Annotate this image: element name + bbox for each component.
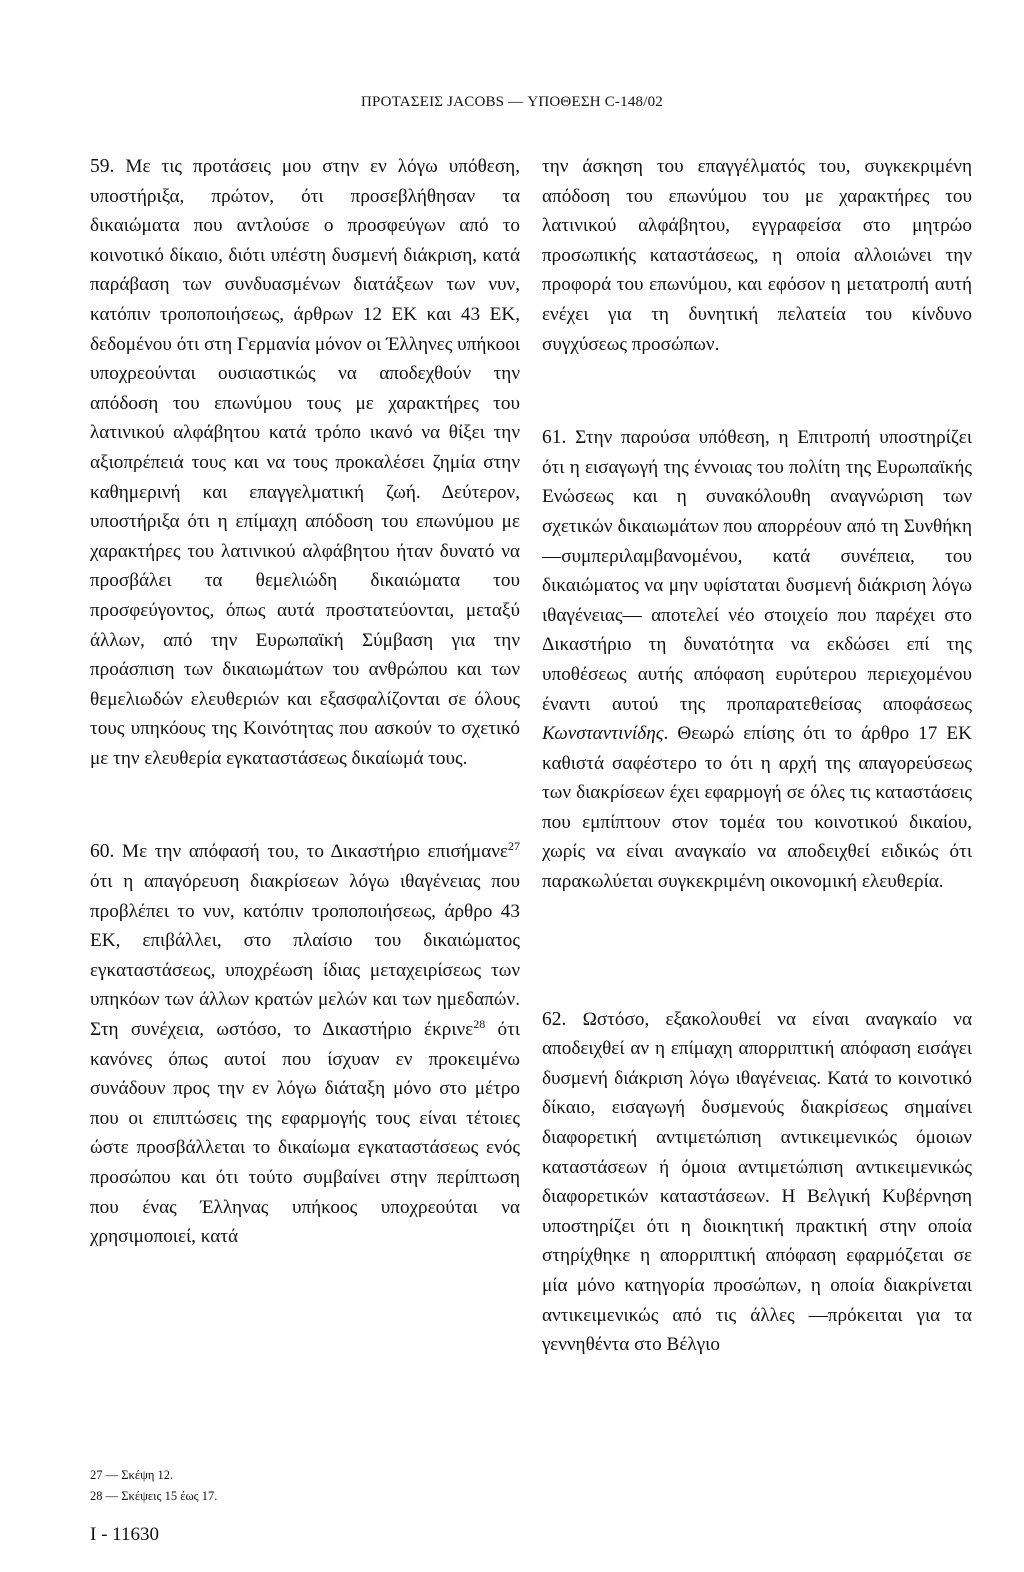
paragraph-text: ότι κανόνες όπως αυτοί που ίσχυαν εν προκειμένω συνάδουν προς την εν λόγω διάταξη μόνο στο μέτρο που οι επιπτώσεις της εφαρμογής τους είναι τέτοιες ώστε προσβάλλεται το δικαίωμα εγκαταστάσεως ενός προσώπου και ότι τούτο συμβαίνει στην περίπτωση που ένας Έλληνας υπήκοος υποχρεούται να χρησιμοποιεί, κατά <box>90 1019 520 1248</box>
paragraph-number: 59. <box>90 156 115 177</box>
paragraph-text: Στην παρούσα υπόθεση, η Επιτροπή υποστηρίζει ότι η εισαγωγή της έννοιας του πολίτη της Ευρωπαϊκής Ενώσεως και η συνακόλουθη αναγνώριση των σχετικών δικαιωμάτων που απορρέουν από τη Συνθήκη —συμπεριλαμβανομένου, κατά συνέπεια, του δικαιώματος να μην υφίσταται δυσμενή διάκριση λόγω ιθαγένειας— αποτελεί νέο στοιχείο που παρέχει στο Δικαστήριο τη δυνατότητα να εκδώσει επί της υποθέσεως αυτής απόφαση ευρύτερου περιεχομένου έναντι αυτού της προπαρατεθείσας αποφάσεως <box>542 427 972 715</box>
paragraph-60 <box>90 837 520 1251</box>
paragraph-62 <box>542 1005 972 1360</box>
paragraph-text: Ωστόσο, εξακολουθεί να είναι αναγκαίο να αποδειχθεί αν η επίμαχη απορριπτική απόφαση εισάγει δυσμενή διάκριση λόγω ιθαγένειας. Κατά το κοινοτικό δίκαιο, εισαγωγή δυσμενούς διακρίσεως σημαίνει διαφορετική αντιμετώπιση αντικειμενικώς όμοιων καταστάσεων ή όμοια αντιμετώπιση αντικειμενικώς διαφορετικών καταστάσεων. Η Βελγική Κυβέρνηση υποστηρίζει ότι η διοικητική πρακτική στην οποία στηρίχθηκε η απορριπτική απόφαση εφαρμόζεται σε μία μόνο κατηγορία προσώπων, η οποία διακρίνεται αντικειμενικώς από τις άλλες —πρόκειται για τα γεννηθέντα στο Βέλγιο <box>542 1008 972 1356</box>
footnote-28: 28 — Σκέψεις 15 έως 17. <box>90 1489 218 1503</box>
paragraph-60-continuation: την άσκηση του επαγγέλματός του, συγκεκριμένη απόδοση του επωνύμου του με χαρακτήρες του λατινικού αλφάβητου, εγγραφείσα στο μητρώο προσωπικής καταστάσεως, η οποία αλλοιώνει την προφορά του επωνύμου, και εφόσον η μετατροπή αυτή ενέχει για τη δυνητική πελατεία του κίνδυνο συγχύσεως προσώπων. <box>542 156 972 355</box>
footnote-ref-28[interactable]: 28 <box>473 1017 486 1032</box>
left-column <box>90 152 520 1252</box>
footnote-ref-27[interactable]: 27 <box>508 839 520 854</box>
paragraph-text: . Θεωρώ επίσης ότι το άρθρο 17 ΕΚ καθιστά σαφέστερο το ότι η αρχή της απαγορεύσεως των διακρίσεων έχει εφαρμογή σε όλες τις καταστάσεις που εμπίπτουν στον τομέα του κοινοτικού δικαίου, χωρίς να είναι αναγκαίο να αποδειχθεί ειδικώς ότι παρακωλύεται συγκεκριμένη οικονομική ελευθερία. <box>542 723 972 893</box>
running-header: ΠΡΟΤΑΣΕΙΣ JACOBS — ΥΠΟΘΕΣΗ C-148/02 <box>361 94 663 110</box>
footnote-27: 27 — Σκέψη 12. <box>90 1468 174 1482</box>
right-column <box>542 152 972 1360</box>
paragraph-number: 62. <box>542 1008 567 1030</box>
paragraph-number: 60. <box>90 841 115 863</box>
page-number: I - 11630 <box>90 1524 159 1545</box>
paragraph-text: Με την απόφασή του, το Δικαστήριο επισήμανε <box>122 841 508 863</box>
footnotes <box>90 1465 390 1507</box>
paragraph-59 <box>90 152 520 773</box>
paragraph-61 <box>542 423 972 897</box>
paragraph-text: ότι η απαγόρευση διακρίσεων λόγω ιθαγένειας που προβλέπει το νυν, κατόπιν τροποποιήσεως, άρθρο 43 ΕΚ, επιβάλλει, στο πλαίσιο του δικαιώματος εγκαταστάσεως, υποχρέωση ίδιας μεταχειρίσεως των υπηκόων των άλλων κρατών μελών και των ημεδαπών. Στη συνέχεια, ωστόσο, το Δικαστήριο έκρινε <box>90 871 520 1041</box>
case-name: Κωνσταντινίδης <box>542 723 664 745</box>
paragraph-number: 61. <box>542 427 567 449</box>
paragraph-text: Με τις προτάσεις μου στην εν λόγω υπόθεση, υποστήριξα, πρώτον, ότι προσεβλήθησαν τα δικαιώματα που αντλούσε ο προσφεύγων από το κοινοτικό δίκαιο, διότι υπέστη δυσμενή διάκριση, κατά παράβαση των συνδυασμένων διατάξεων των νυν, κατόπιν τροποποιήσεως, άρθρων 12 ΕΚ και 43 ΕΚ, δεδομένου ότι στη Γερμανία μόνον οι Έλληνες υπήκοοι υποχρεούνται ουσιαστικώς να αποδεχθούν την απόδοση του επωνύμου τους με χαρακτήρες του λατινικού αλφάβητου κατά τρόπο ικανό να θίξει την αξιοπρέπειά τους και να τους προκαλέσει ζημία στην καθημερινή και επαγγελματική ζωή. Δεύτερον, υποστήριξα ότι η επίμαχη απόδοση του επωνύμου με χαρακτήρες του λατινικού αλφάβητου ήταν δυνατό να προσβάλει τα θεμελιώδη δικαιώματα του προσφεύγοντος, όπως αυτά προστατεύονται, μεταξύ άλλων, από την Ευρωπαϊκή Σύμβαση για την προάσπιση των δικαιωμάτων του ανθρώπου και των θεμελιωδών ελευθεριών και εξασφαλίζονται σε όλους τους υπηκόους της Κοινότητας που ασκούν το σχετικό με την ελευθερία εγκαταστάσεως δικαίωμά τους. <box>90 156 520 769</box>
